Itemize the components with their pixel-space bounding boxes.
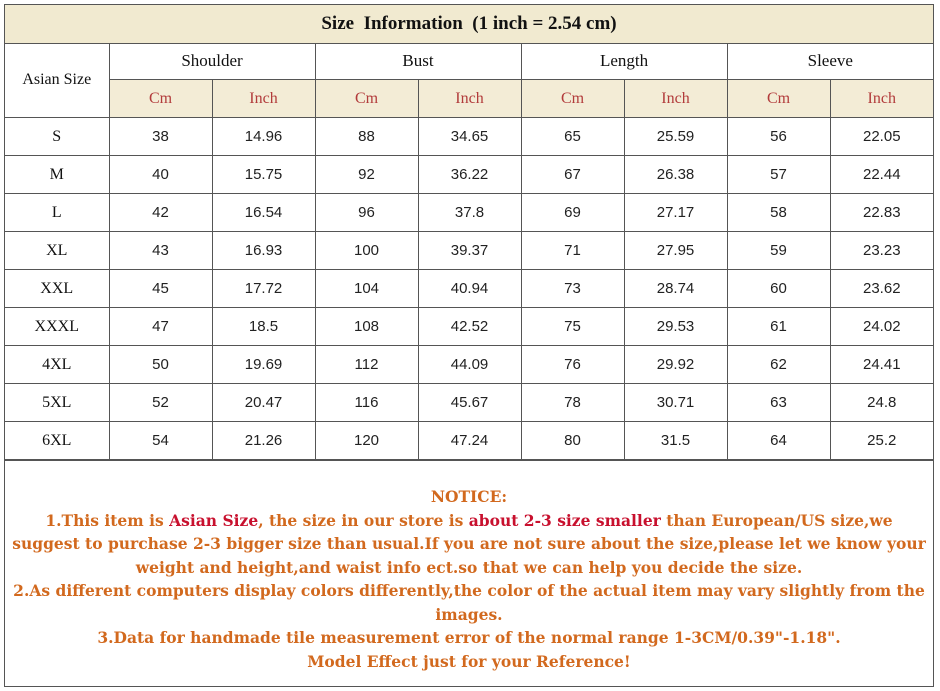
shoulder-cm-cell: 43 xyxy=(109,232,212,270)
bust-inch-cell: 40.94 xyxy=(418,270,521,308)
size-cell: XXXL xyxy=(5,308,109,346)
shoulder-inch-cell: 21.26 xyxy=(212,422,315,460)
shoulder-cm-cell: 52 xyxy=(109,384,212,422)
size-cell: XL xyxy=(5,232,109,270)
notice-item-1 xyxy=(5,509,933,580)
bust-cm-cell: 104 xyxy=(315,270,418,308)
table-row xyxy=(5,156,933,194)
shoulder-inch-cell: 18.5 xyxy=(212,308,315,346)
sleeve-inch-cell: 22.44 xyxy=(830,156,933,194)
length-inch-cell: 26.38 xyxy=(624,156,727,194)
notice-item-4: Model Effect just for your Reference! xyxy=(307,651,631,671)
size-table xyxy=(5,43,933,460)
size-cell: M xyxy=(5,156,109,194)
bust-cm-cell: 108 xyxy=(315,308,418,346)
shoulder-cm-cell: 45 xyxy=(109,270,212,308)
length-inch-cell: 29.92 xyxy=(624,346,727,384)
table-row xyxy=(5,118,933,156)
notice-highlight: about 2-3 size smaller xyxy=(468,510,661,530)
shoulder-inch-header: Inch xyxy=(212,80,315,118)
sleeve-cm-cell: 59 xyxy=(727,232,830,270)
sleeve-inch-cell: 24.8 xyxy=(830,384,933,422)
length-cm-cell: 69 xyxy=(521,194,624,232)
sleeve-cm-cell: 62 xyxy=(727,346,830,384)
sleeve-cm-cell: 58 xyxy=(727,194,830,232)
shoulder-cm-header: Cm xyxy=(109,80,212,118)
length-inch-cell: 30.71 xyxy=(624,384,727,422)
asian-size-header: Asian Size xyxy=(5,43,109,118)
shoulder-header: Shoulder xyxy=(109,43,315,80)
length-cm-cell: 76 xyxy=(521,346,624,384)
bust-header: Bust xyxy=(315,43,521,80)
sleeve-cm-header: Cm xyxy=(727,80,830,118)
sleeve-inch-cell: 24.02 xyxy=(830,308,933,346)
bust-inch-cell: 37.8 xyxy=(418,194,521,232)
bust-cm-cell: 88 xyxy=(315,118,418,156)
notice-text: , the size in our store is xyxy=(258,510,469,530)
length-inch-cell: 28.74 xyxy=(624,270,727,308)
bust-inch-header: Inch xyxy=(418,80,521,118)
shoulder-cm-cell: 50 xyxy=(109,346,212,384)
sleeve-cm-cell: 57 xyxy=(727,156,830,194)
bust-inch-cell: 36.22 xyxy=(418,156,521,194)
shoulder-cm-cell: 38 xyxy=(109,118,212,156)
length-cm-cell: 65 xyxy=(521,118,624,156)
page-title: Size Information (1 inch = 2.54 cm) xyxy=(5,5,933,44)
bust-cm-cell: 92 xyxy=(315,156,418,194)
length-cm-cell: 75 xyxy=(521,308,624,346)
sleeve-inch-cell: 22.83 xyxy=(830,194,933,232)
shoulder-inch-cell: 16.54 xyxy=(212,194,315,232)
length-header: Length xyxy=(521,43,727,80)
shoulder-inch-cell: 17.72 xyxy=(212,270,315,308)
shoulder-inch-cell: 19.69 xyxy=(212,346,315,384)
table-row xyxy=(5,346,933,384)
shoulder-inch-cell: 15.75 xyxy=(212,156,315,194)
length-cm-cell: 78 xyxy=(521,384,624,422)
length-inch-cell: 27.95 xyxy=(624,232,727,270)
length-inch-cell: 29.53 xyxy=(624,308,727,346)
bust-inch-cell: 42.52 xyxy=(418,308,521,346)
length-inch-cell: 25.59 xyxy=(624,118,727,156)
bust-cm-cell: 120 xyxy=(315,422,418,460)
bust-inch-cell: 34.65 xyxy=(418,118,521,156)
bust-inch-cell: 44.09 xyxy=(418,346,521,384)
length-cm-cell: 71 xyxy=(521,232,624,270)
table-row xyxy=(5,232,933,270)
shoulder-inch-cell: 16.93 xyxy=(212,232,315,270)
shoulder-cm-cell: 42 xyxy=(109,194,212,232)
sleeve-inch-cell: 25.2 xyxy=(830,422,933,460)
sleeve-inch-cell: 22.05 xyxy=(830,118,933,156)
sleeve-cm-cell: 63 xyxy=(727,384,830,422)
notice-highlight: Asian Size xyxy=(169,510,259,530)
notice-item-3: 3.Data for handmade tile measurement error of the normal range 1-3CM/0.39"-1.18". xyxy=(97,628,841,647)
length-inch-cell: 31.5 xyxy=(624,422,727,460)
size-cell: XXL xyxy=(5,270,109,308)
length-inch-header: Inch xyxy=(624,80,727,118)
sleeve-cm-cell: 64 xyxy=(727,422,830,460)
size-cell: 4XL xyxy=(5,346,109,384)
notice-section xyxy=(5,460,933,686)
sleeve-header: Sleeve xyxy=(727,43,933,80)
bust-cm-cell: 100 xyxy=(315,232,418,270)
table-row xyxy=(5,270,933,308)
shoulder-cm-cell: 47 xyxy=(109,308,212,346)
shoulder-inch-cell: 14.96 xyxy=(212,118,315,156)
table-row xyxy=(5,308,933,346)
bust-inch-cell: 39.37 xyxy=(418,232,521,270)
size-cell: 5XL xyxy=(5,384,109,422)
shoulder-cm-cell: 54 xyxy=(109,422,212,460)
bust-inch-cell: 45.67 xyxy=(418,384,521,422)
notice-heading: NOTICE: xyxy=(430,487,508,506)
shoulder-inch-cell: 20.47 xyxy=(212,384,315,422)
bust-cm-cell: 116 xyxy=(315,384,418,422)
table-row xyxy=(5,422,933,460)
sleeve-inch-header: Inch xyxy=(830,80,933,118)
bust-cm-cell: 96 xyxy=(315,194,418,232)
notice-text: 1.This item is xyxy=(45,510,170,530)
shoulder-cm-cell: 40 xyxy=(109,156,212,194)
table-row xyxy=(5,384,933,422)
size-cell: S xyxy=(5,118,109,156)
sleeve-inch-cell: 23.23 xyxy=(830,232,933,270)
sleeve-cm-cell: 61 xyxy=(727,308,830,346)
length-cm-cell: 73 xyxy=(521,270,624,308)
sleeve-cm-cell: 56 xyxy=(727,118,830,156)
bust-inch-cell: 47.24 xyxy=(418,422,521,460)
bust-cm-cell: 112 xyxy=(315,346,418,384)
notice-item-2: 2.As different computers display colors differently,the color of the actual item may vary slightly from the images. xyxy=(13,581,925,624)
length-cm-cell: 80 xyxy=(521,422,624,460)
notice-text: than European/US size,we suggest to purchase 2-3 bigger size than usual.If you are not sure about the size,please let we know your weight and height,and waist info ect.so that we can help you decide the size. xyxy=(12,510,926,577)
length-cm-cell: 67 xyxy=(521,156,624,194)
bust-cm-header: Cm xyxy=(315,80,418,118)
sleeve-cm-cell: 60 xyxy=(727,270,830,308)
size-cell: 6XL xyxy=(5,422,109,460)
size-chart xyxy=(4,4,934,687)
sleeve-inch-cell: 24.41 xyxy=(830,346,933,384)
length-inch-cell: 27.17 xyxy=(624,194,727,232)
length-cm-header: Cm xyxy=(521,80,624,118)
table-row xyxy=(5,194,933,232)
size-cell: L xyxy=(5,194,109,232)
sleeve-inch-cell: 23.62 xyxy=(830,270,933,308)
